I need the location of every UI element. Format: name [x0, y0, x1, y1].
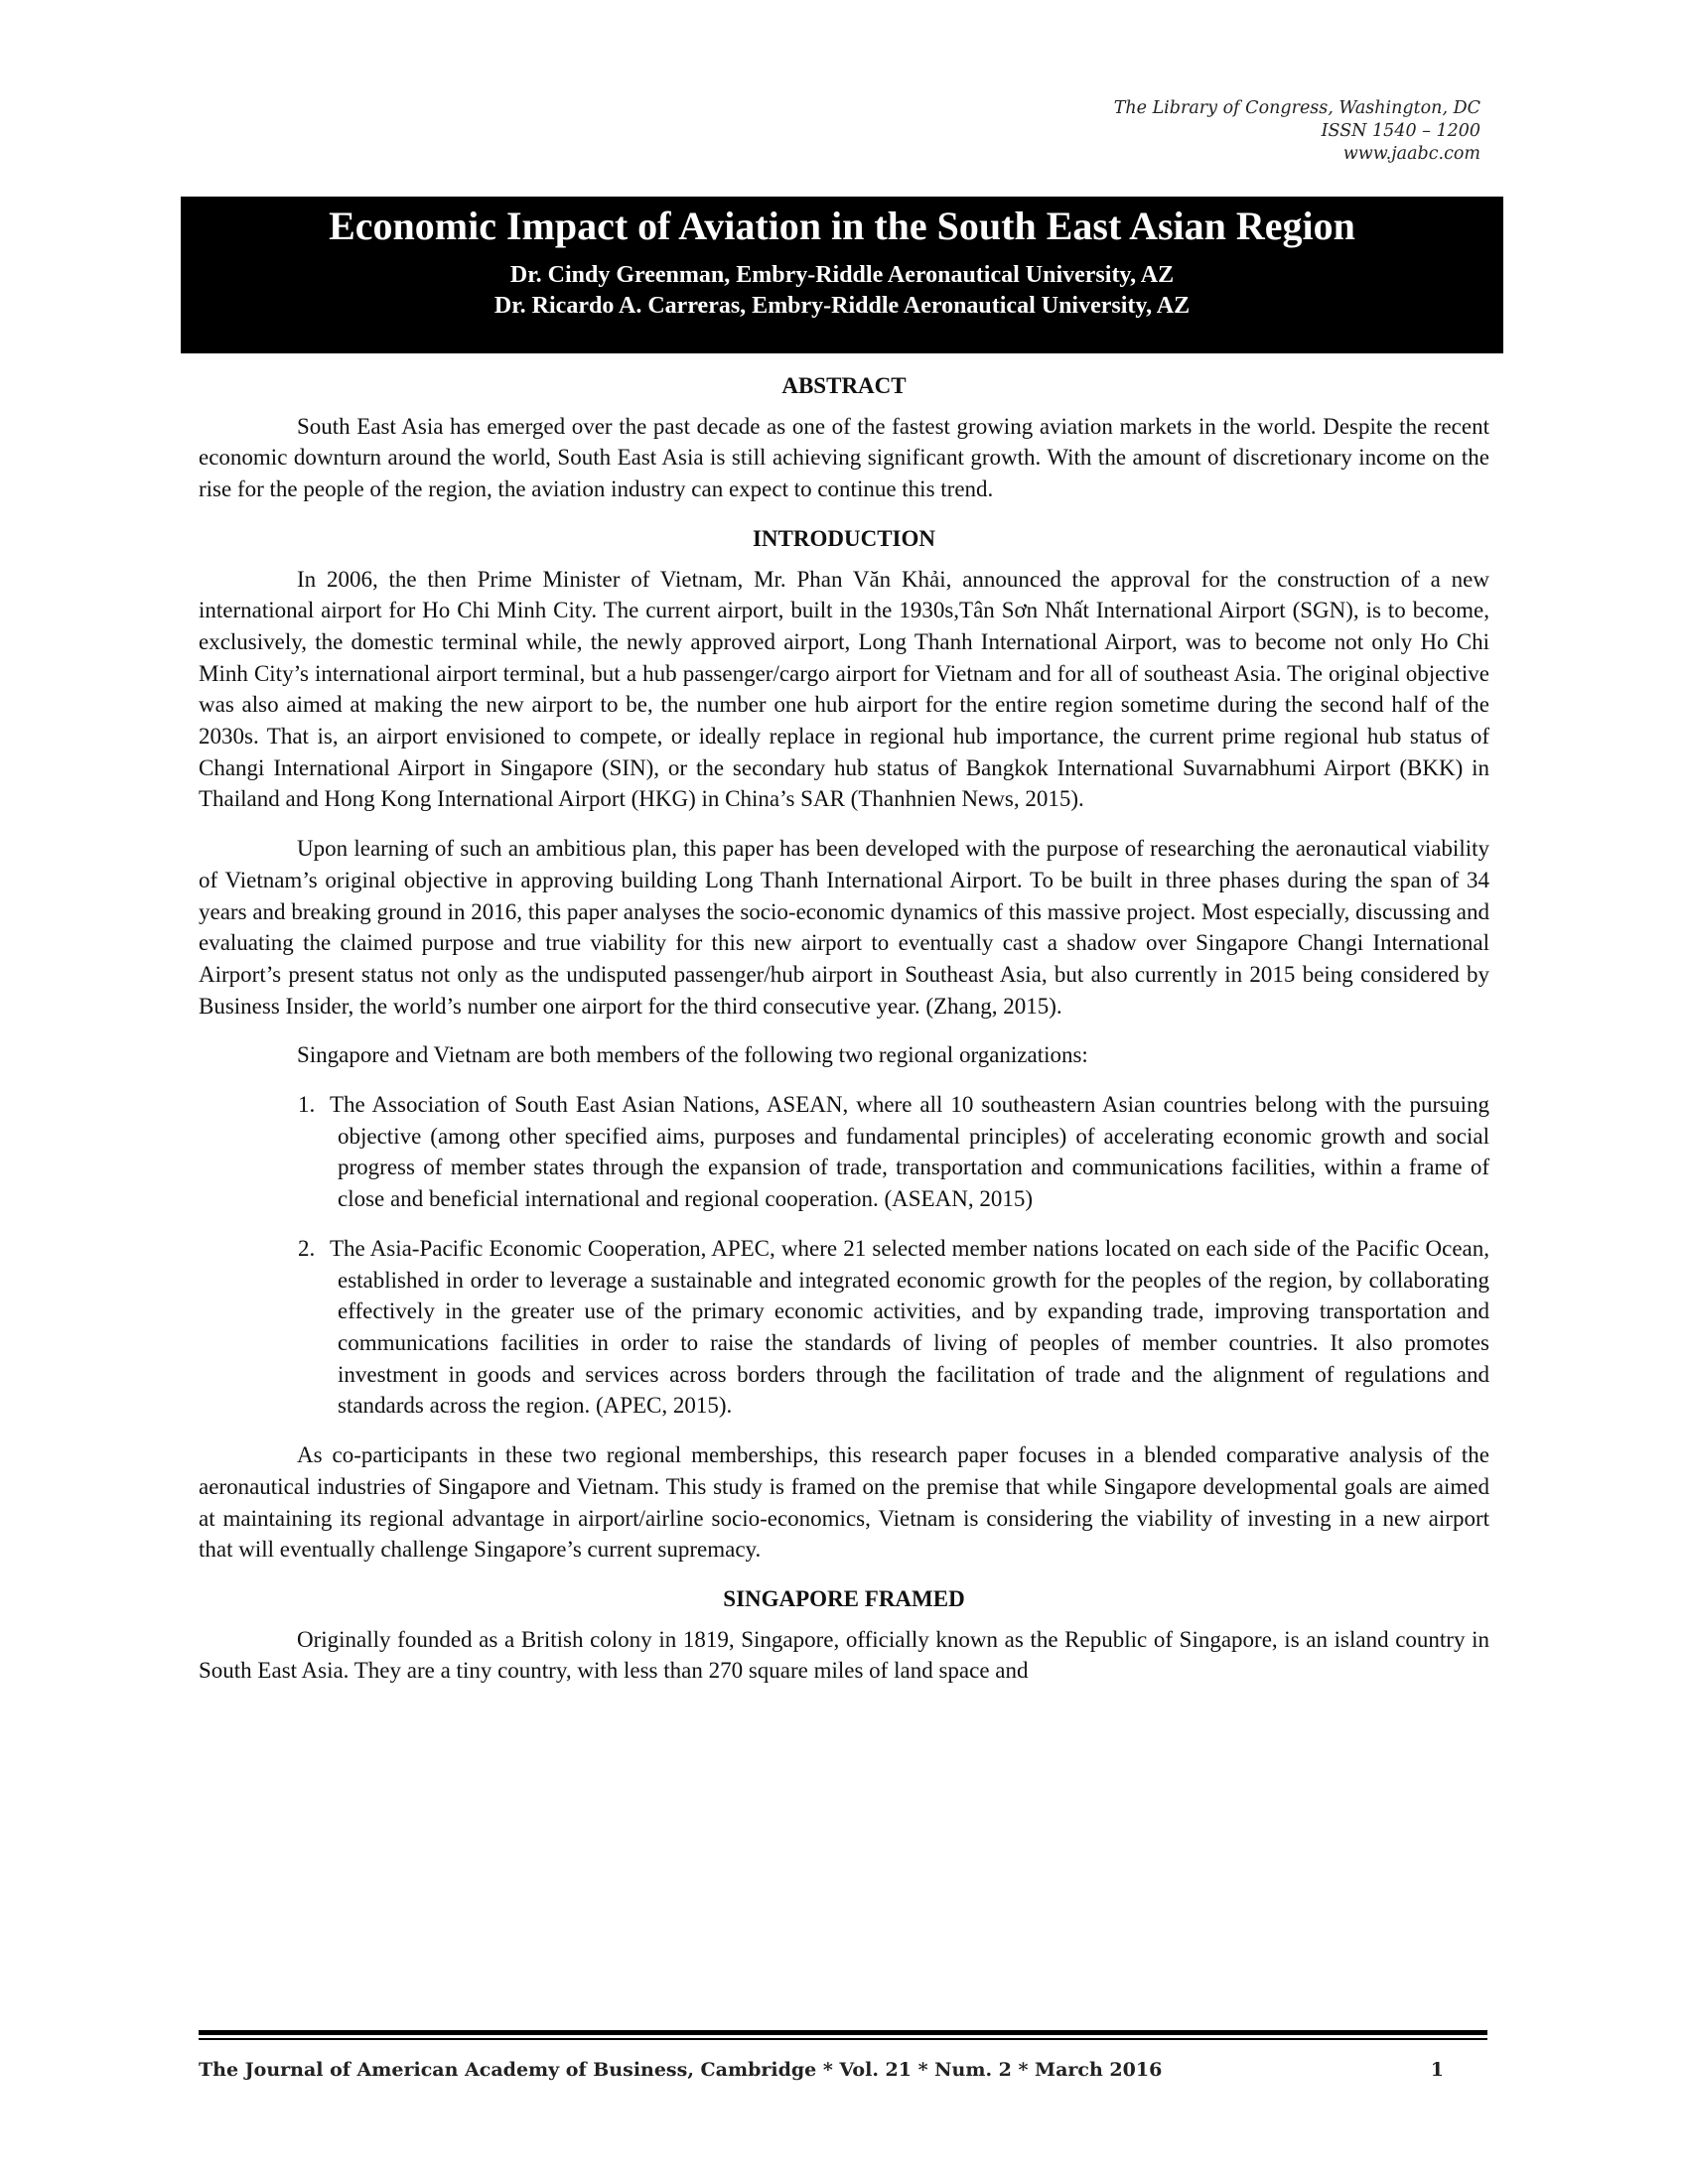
- list-item: [199, 1089, 1489, 1215]
- introduction-heading: INTRODUCTION: [752, 525, 936, 551]
- list-text: The Association of South East Asian Nations, ASEAN, where all 10 southeastern Asian countries belong with the pursuing objective (among other specified aims, purposes and fundamental principles) of accelerating economic growth and social progress of member states through the expansion of trade, transportation and communications facilities, within a frame of close and beneficial international and regional cooperation. (ASEAN, 2015): [330, 1092, 1489, 1212]
- paper-title: Economic Impact of Aviation in the South East Asian Region: [329, 204, 1355, 248]
- singapore-paragraph-1: Originally founded as a British colony in 1819, Singapore, officially known as the Republic of Singapore, is an island country in South East Asia. They are a tiny country, with less than 270 square miles of land space and: [199, 1626, 1489, 1684]
- list-item: [199, 1233, 1489, 1422]
- organizations-list: [199, 1089, 1489, 1422]
- list-number: 1.: [298, 1092, 316, 1118]
- library-line: The Library of Congress, Washington, DC: [1113, 98, 1480, 118]
- author-1: Dr. Cindy Greenman, Embry-Riddle Aeronautical University, AZ: [509, 262, 1175, 288]
- introduction-paragraph-1: In 2006, the then Prime Minister of Vietnam, Mr. Phan Văn Khải, announced the approval for the construction of a new international airport for Ho Chi Minh City. The current airport, built in the 1930s,Tân Sơn Nhất International Airport (SGN), is to become, exclusively, the domestic terminal while, the newly approved airport, Long Thanh International Airport, was to become not only Ho Chi Minh City’s international airport terminal, but a hub passenger/cargo airport for Vietnam and for all of southeast Asia. The original objective was also aimed at making the new airport to be, the number one hub airport for the entire region sometime during the second half of the 2030s. That is, an airport envisioned to compete, or ideally replace in regional hub importance, the current prime regional hub status of Changi International Airport in Singapore (SIN), or the secondary hub status of Bangkok International Suvarnabhumi Airport (BKK) in Thailand and Hong Kong International Airport (HKG) in China’s SAR (Thanhnien News, 2015).: [199, 566, 1489, 812]
- page-number: 1: [1430, 2059, 1444, 2081]
- singapore-heading: SINGAPORE FRAMED: [723, 1585, 965, 1611]
- footer-rule-thick: [199, 2030, 1487, 2035]
- author-2: Dr. Ricardo A. Carreras, Embry-Riddle Aeronautical University, AZ: [493, 293, 1191, 319]
- abstract-paragraph: South East Asia has emerged over the past decade as one of the fastest growing aviation markets in the world. Despite the recent economic downturn around the world, South East Asia is still achieving significant growth. With the amount of discretionary income on the rise for the people of the region, the aviation industry can expect to continue this trend.: [199, 413, 1489, 502]
- issn-line: ISSN 1540 – 1200: [1321, 121, 1480, 141]
- paper-body: [199, 370, 1489, 1705]
- page-footer: [199, 2055, 1487, 2085]
- website-line: www.jaabc.com: [1342, 144, 1480, 164]
- introduction-paragraph-4: As co-participants in these two regional memberships, this research paper focuses in a blended comparative analysis of the aeronautical industries of Singapore and Vietnam. This study is framed on the premise that while Singapore developmental goals are aimed at maintaining its regional advantage in airport/airline socio-economics, Vietnam is considering the viability of investing in a new airport that will eventually challenge Singapore’s current supremacy.: [199, 1442, 1489, 1563]
- abstract-heading: ABSTRACT: [781, 373, 907, 398]
- introduction-paragraph-2: Upon learning of such an ambitious plan, this paper has been developed with the purpose of researching the aeronautical viability of Vietnam’s original objective in approving building Long Thanh International Airport. To be built in three phases during the span of 34 years and breaking ground in 2016, this paper analyses the socio-economic dynamics of this massive project. Most especially, discussing and evaluating the claimed purpose and true viability for this new airport to eventually cast a shadow over Singapore Changi International Airport’s present status not only as the undisputed passenger/hub airport in Southeast Asia, but also currently in 2015 being considered by Business Insider, the world’s number one airport for the third consecutive year. (Zhang, 2015).: [199, 836, 1489, 1019]
- list-text: The Asia-Pacific Economic Cooperation, APEC, where 21 selected member nations located on each side of the Pacific Ocean, established in order to leverage a sustainable and integrated economic growth for the peoples of the region, by collaborating effectively in the greater use of the primary economic activities, and by expanding trade, improving transportation and communications facilities in order to raise the standards of living of peoples of member countries. It also promotes investment in goods and services across borders through the facilitation of trade and the alignment of regulations and standards across the region. (APEC, 2015).: [330, 1235, 1489, 1419]
- introduction-paragraph-3: Singapore and Vietnam are both members of the following two regional organizations:: [297, 1042, 1088, 1068]
- title-banner: [181, 197, 1503, 353]
- journal-citation: The Journal of American Academy of Business, Cambridge * Vol. 21 * Num. 2 * March 2016: [199, 2059, 1163, 2081]
- footer-rule-thin: [199, 2038, 1487, 2040]
- publication-info: [885, 97, 1480, 166]
- list-number: 2.: [298, 1235, 316, 1261]
